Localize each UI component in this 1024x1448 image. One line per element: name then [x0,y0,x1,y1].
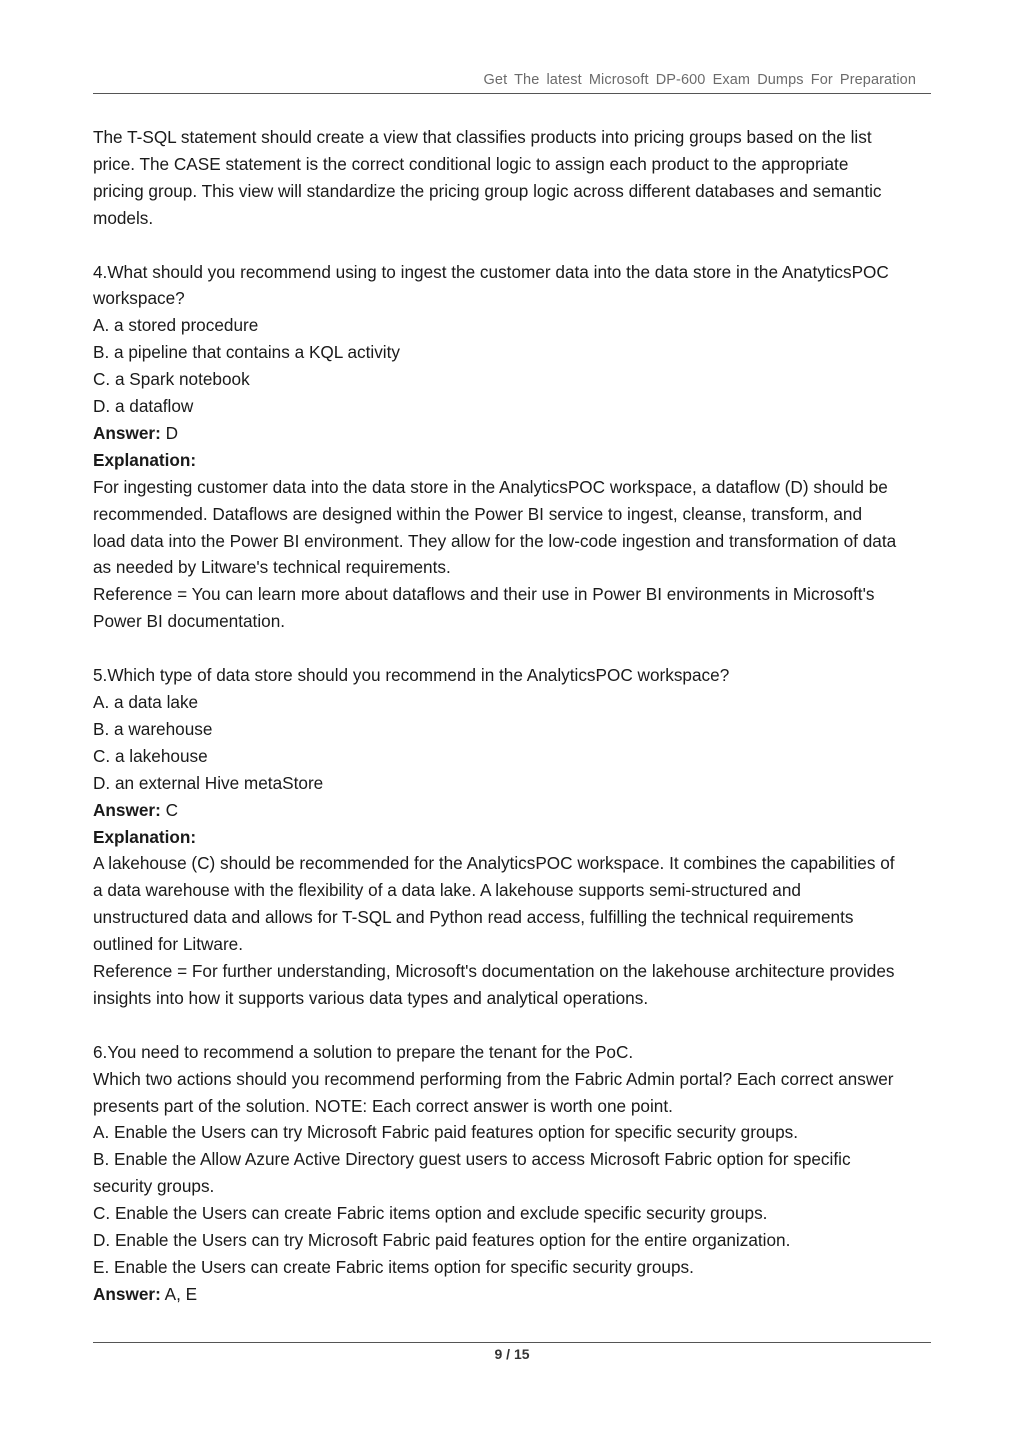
reference-text: Reference = For further understanding, Microsoft's documentation on the lakehouse architecture provides [93,961,895,982]
option-b: B. Enable the Allow Azure Active Directory guest users to access Microsoft Fabric option for specific [93,1149,851,1170]
question-6 [93,1039,935,1308]
answer-line [93,797,935,824]
explanation-text: unstructured data and allows for T-SQL and Python read access, fulfilling the technical requirements [93,907,854,928]
page-number: 9 / 15 [494,1346,530,1362]
reference-text: Reference = You can learn more about dataflows and their use in Power BI environments in Microsoft's [93,584,875,605]
explanation-label: Explanation: [93,449,197,470]
option-b: B. a warehouse [93,718,213,739]
option-a: A. a data lake [93,692,199,712]
answer-line [93,1281,935,1308]
explanation-text: For ingesting customer data into the data store in the AnalyticsPOC workspace, a dataflow (D) should be [93,476,888,497]
text-line: The T-SQL statement should create a view that classifies products into pricing groups based on the list [93,127,872,147]
explanation-text: A lakehouse (C) should be recommended for the AnalyticsPOC workspace. It combines the capabilities of [93,853,895,874]
reference-text: insights into how it supports various data types and analytical operations. [93,987,649,1008]
answer-label: Answer: [93,1283,161,1304]
spacer [93,1012,935,1039]
explanation-text: outlined for Litware. [93,934,243,955]
option-d: D. a dataflow [93,396,194,417]
question-text: workspace? [93,288,185,309]
explanation-label: Explanation: [93,826,197,847]
text-line: pricing group. This view will standardize the pricing group logic across different databases and semantic [93,180,882,201]
option-c: C. Enable the Users can create Fabric items option and exclude specific security groups. [93,1203,768,1224]
page-header: Get The latest Microsoft DP-600 Exam Dumps For Preparation [483,72,916,88]
answer-value: D [160,422,178,443]
explanation-text: a data warehouse with the flexibility of a data lake. A lakehouse supports semi-structured and [93,880,801,901]
footer-divider [93,1342,931,1343]
answer-line [93,420,935,447]
question-4 [93,259,935,636]
question-5 [93,662,935,1012]
answer-label: Answer: [93,799,161,820]
header-divider [93,93,931,94]
intro-paragraph [93,124,935,232]
document-body [93,124,935,1308]
spacer [93,232,935,259]
question-text: presents part of the solution. NOTE: Each correct answer is worth one point. [93,1095,673,1116]
option-e: E. Enable the Users can create Fabric items option for specific security groups. [93,1257,694,1278]
option-b-continued: security groups. [93,1176,215,1197]
explanation-text: as needed by Litware's technical requirements. [93,557,451,578]
option-d: D. an external Hive metaStore [93,772,324,793]
answer-value: C [160,799,178,820]
option-c: C. a Spark notebook [93,369,250,390]
option-c: C. a lakehouse [93,745,208,766]
option-a: A. a stored procedure [93,315,259,336]
text-line: models. [93,207,154,228]
answer-label: Answer: [93,422,161,443]
option-d: D. Enable the Users can try Microsoft Fabric paid features option for the entire organization. [93,1230,791,1251]
spacer [93,635,935,662]
question-text: 4.What should you recommend using to ingest the customer data into the data store in the AnatyticsPOC [93,261,889,282]
question-text: 5.Which type of data store should you recommend in the AnalyticsPOC workspace? [93,665,730,686]
explanation-text: recommended. Dataflows are designed within the Power BI service to ingest, cleanse, transform, and [93,503,863,524]
question-text: Which two actions should you recommend performing from the Fabric Admin portal? Each correct answer [93,1068,894,1089]
answer-value: A, E [160,1283,198,1304]
text-line: price. The CASE statement is the correct conditional logic to assign each product to the appropriate [93,153,849,174]
reference-text: Power BI documentation. [93,611,286,632]
option-a: A. Enable the Users can try Microsoft Fabric paid features option for specific security groups. [93,1122,798,1143]
explanation-text: load data into the Power BI environment. They allow for the low-code ingestion and transformation of data [93,530,897,551]
question-text: 6.You need to recommend a solution to prepare the tenant for the PoC. [93,1041,634,1062]
option-b: B. a pipeline that contains a KQL activity [93,342,400,363]
